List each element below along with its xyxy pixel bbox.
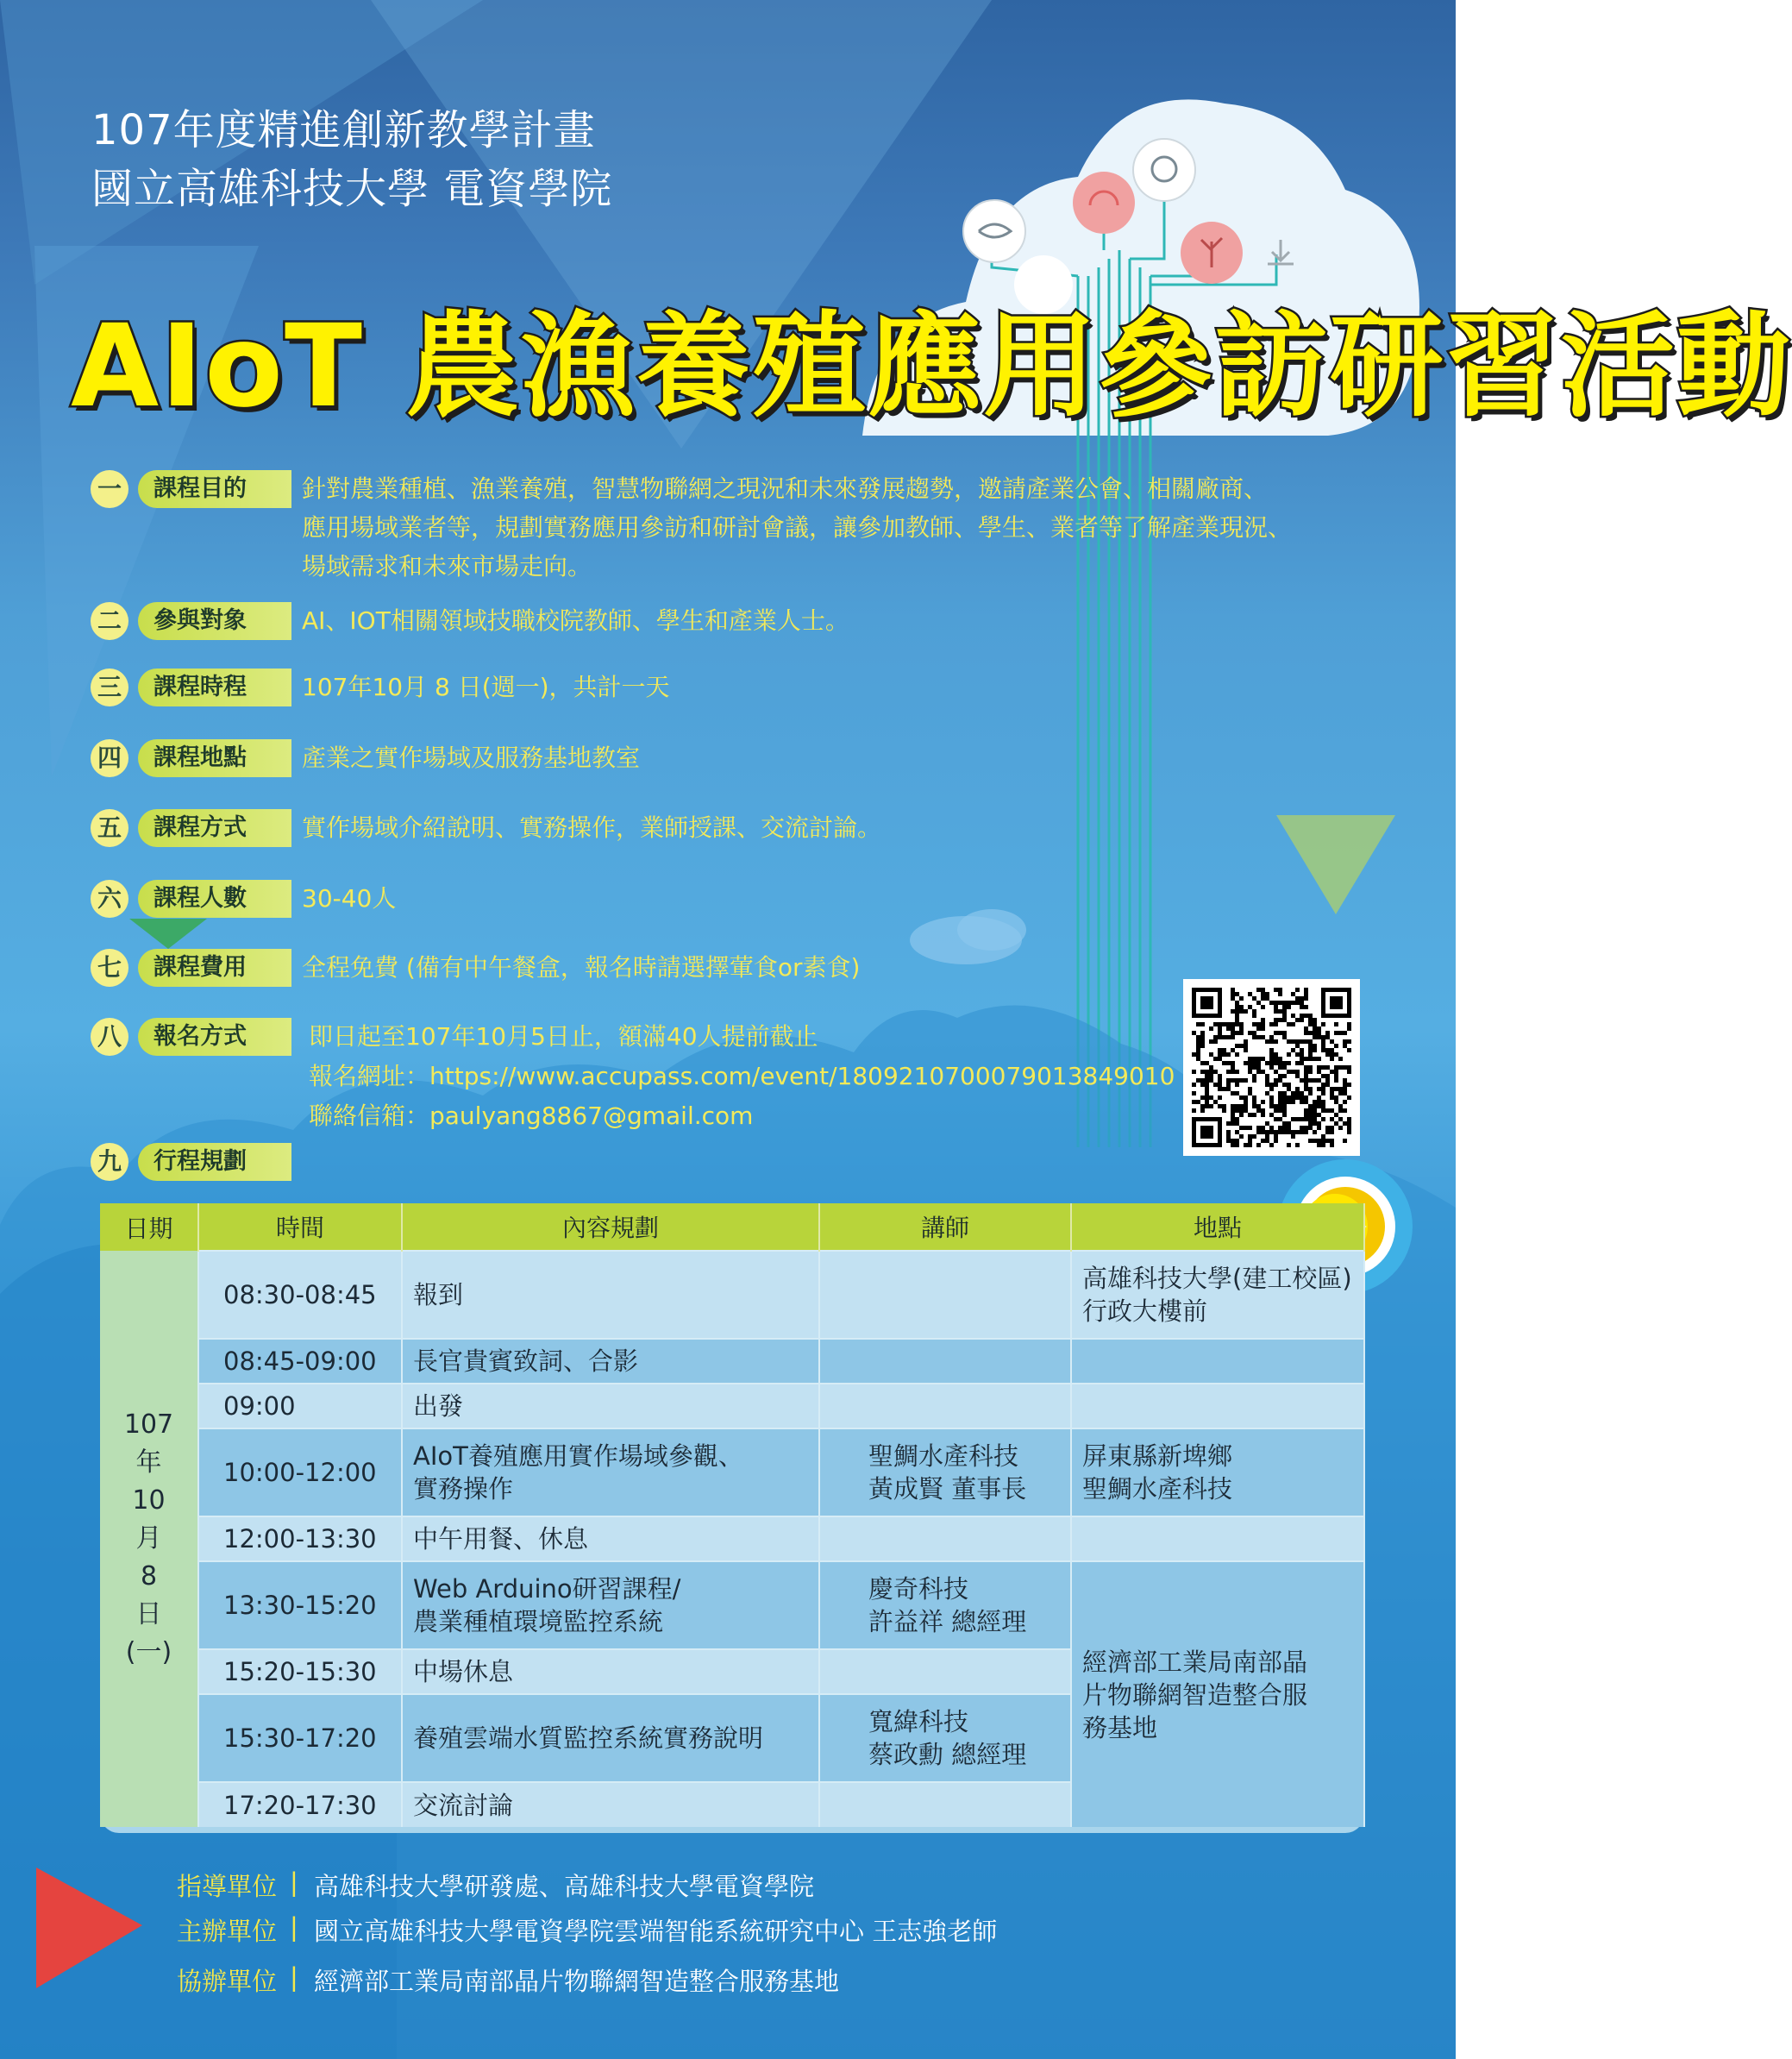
section-number: 七: [91, 949, 128, 987]
date-line: 月: [135, 1523, 162, 1554]
instructor-cell: [819, 1649, 1071, 1694]
instructor-cell: [819, 1561, 1071, 1649]
content-line: 長官貴賓致詞、合影: [413, 1347, 639, 1376]
instructor-line: 蔡政勳 總經理: [868, 1740, 1027, 1769]
date-line: (一): [125, 1637, 172, 1667]
column-header-instructor: 講師: [819, 1203, 1071, 1251]
content-cell: [402, 1251, 819, 1339]
section-number: 九: [91, 1143, 128, 1181]
content-cell: [402, 1782, 819, 1827]
instructor-line: 許益祥 總經理: [868, 1607, 1027, 1636]
content-line: 農業種植環境監控系統: [413, 1607, 664, 1636]
time-cell: 09:00: [198, 1384, 402, 1428]
location-line: 行政大樓前: [1082, 1296, 1208, 1326]
organizer-label: 指導單位: [177, 1872, 278, 1901]
time-cell: 08:45-09:00: [198, 1339, 402, 1384]
organizer-separator: |: [290, 1912, 298, 1942]
section-label: 課程費用: [138, 949, 291, 987]
section-text: 30-40人: [302, 884, 397, 913]
table-row: [100, 1516, 1364, 1561]
organizer-name: 國立高雄科技大學電資學院雲端智能系統研究中心 王志強老師: [314, 1917, 998, 1946]
content-line: 養殖雲端水質監控系統實務說明: [413, 1723, 764, 1753]
date-line: 107: [123, 1409, 174, 1440]
content-line: AIoT養殖應用實作場域參觀、: [413, 1441, 743, 1471]
time-cell: 13:30-15:20: [198, 1561, 402, 1649]
qr-code[interactable]: [1183, 979, 1360, 1156]
instructor-cell: [819, 1516, 1071, 1561]
section-number: 六: [91, 880, 128, 918]
time-cell: 15:20-15:30: [198, 1649, 402, 1694]
instructor-line: 黃成賢 董事長: [868, 1474, 1027, 1503]
location-cell: [1071, 1384, 1364, 1428]
content-line: 中場休息: [413, 1657, 514, 1686]
instructor-line: 寬緯科技: [868, 1707, 969, 1736]
time-cell: 17:20-17:30: [198, 1782, 402, 1827]
triangle-decoration: [1276, 815, 1395, 914]
page-title: AIoT 農漁養殖應用參訪研習活動: [71, 300, 1792, 433]
section-text: AI、IOT相關領域技職校院教師、學生和產業人士。: [302, 606, 849, 635]
location-cell: [1071, 1339, 1364, 1384]
content-cell: [402, 1694, 819, 1782]
section-text: 應用場域業者等，規劃實務應用參訪和研討會議，讓參加教師、學生、業者等了解產業現況、: [302, 513, 1293, 542]
location-line: 屏東縣新埤鄉: [1082, 1441, 1233, 1471]
column-header-time: 時間: [198, 1203, 402, 1251]
table-header: [100, 1203, 1364, 1251]
instructor-cell: [819, 1782, 1071, 1827]
instructor-cell: [819, 1694, 1071, 1782]
column-header-location: 地點: [1071, 1203, 1364, 1251]
date-line: 年: [135, 1447, 162, 1478]
section-number: 四: [91, 739, 128, 777]
section-number: 五: [91, 809, 128, 847]
organizer-name: 高雄科技大學研發處、高雄科技大學電資學院: [314, 1872, 815, 1901]
content-cell: [402, 1339, 819, 1384]
content-line: 實務操作: [413, 1474, 514, 1503]
content-cell: [402, 1561, 819, 1649]
date-line: 10: [132, 1485, 166, 1516]
date-line: 日: [135, 1599, 162, 1629]
section-label: 課程方式: [138, 809, 291, 847]
qr-code-icon: [1183, 979, 1360, 1156]
location-line: 務基地: [1082, 1712, 1158, 1742]
organizer-name: 經濟部工業局南部晶片物聯網智造整合服務基地: [314, 1967, 840, 1996]
content-line: 報到: [413, 1280, 464, 1309]
section-label: 參與對象: [138, 602, 291, 640]
section-label: 課程人數: [138, 880, 291, 918]
instructor-line: 慶奇科技: [868, 1574, 969, 1604]
registration-link[interactable]: 報名網址：https://www.accupass.com/event/1809210700079013849010: [309, 1062, 1175, 1090]
section-label: 課程目的: [138, 470, 291, 508]
content-cell: [402, 1428, 819, 1516]
table-row: [100, 1384, 1364, 1428]
time-cell: 08:30-08:45: [198, 1251, 402, 1339]
section-label: 課程時程: [138, 669, 291, 706]
section-text: 107年10月 8 日(週一)，共計一天: [302, 673, 670, 701]
location-line: 高雄科技大學(建工校區): [1082, 1264, 1352, 1293]
column-header-date: 日期: [100, 1203, 198, 1251]
location-cell: [1071, 1428, 1364, 1516]
table-row: [100, 1561, 1364, 1649]
location-line: 片物聯網智造整合服: [1082, 1679, 1308, 1710]
organizer-separator: |: [290, 1868, 298, 1897]
section-text: 即日起至107年10月5日止，額滿40人提前截止: [309, 1022, 818, 1051]
section-label: 行程規劃: [138, 1143, 291, 1181]
instructor-cell: [819, 1339, 1071, 1384]
section-number: 八: [91, 1018, 128, 1056]
instructor-line: 聖鯛水產科技: [868, 1441, 1019, 1471]
header-school: 國立高雄科技大學 電資學院: [91, 165, 613, 213]
time-cell: 15:30-17:20: [198, 1694, 402, 1782]
section-number: 三: [91, 669, 128, 706]
instructor-cell: [819, 1428, 1071, 1516]
date-line: 8: [140, 1561, 158, 1591]
table-row: [100, 1251, 1364, 1339]
section-text: 場域需求和未來市場走向。: [302, 552, 592, 581]
content-cell: [402, 1384, 819, 1428]
date-cell: [100, 1251, 198, 1827]
header-plan-title: 107年度精進創新教學計畫: [91, 106, 596, 154]
section-number: 一: [91, 470, 128, 508]
organizer-label: 主辦單位: [177, 1917, 278, 1946]
time-cell: 12:00-13:30: [198, 1516, 402, 1561]
content-cell: [402, 1649, 819, 1694]
location-line: 經濟部工業局南部晶: [1082, 1647, 1308, 1677]
location-line: 聖鯛水產科技: [1082, 1474, 1233, 1503]
section-number: 二: [91, 602, 128, 640]
section-text: 產業之實作場域及服務基地教室: [302, 744, 641, 772]
content-cell: [402, 1516, 819, 1561]
time-cell: 10:00-12:00: [198, 1428, 402, 1516]
content-line: 中午用餐、休息: [413, 1524, 589, 1554]
table-row: [100, 1428, 1364, 1516]
section-text: 實作場域介紹說明、實務操作，業師授課、交流討論。: [302, 813, 882, 842]
instructor-cell: [819, 1251, 1071, 1339]
contact-email[interactable]: 聯絡信箱：paulyang8867@gmail.com: [309, 1102, 754, 1130]
section-text: 針對農業種植、漁業養殖，智慧物聯網之現況和未來發展趨勢，邀請產業公會、相關廠商、: [302, 474, 1269, 503]
organizer-separator: |: [290, 1962, 298, 1992]
section-label: 課程地點: [138, 739, 291, 777]
location-cell: [1071, 1251, 1364, 1339]
table-row: [100, 1339, 1364, 1384]
content-line: Web Arduino研習課程/: [413, 1574, 681, 1604]
location-cell: [1071, 1516, 1364, 1561]
section-label: 報名方式: [138, 1018, 291, 1056]
schedule-table: [100, 1203, 1364, 1833]
instructor-cell: [819, 1384, 1071, 1428]
location-cell: [1071, 1561, 1364, 1827]
column-header-content: 內容規劃: [402, 1203, 819, 1251]
section-text: 全程免費 (備有中午餐盒，報名時請選擇葷食or素食): [302, 953, 861, 982]
content-line: 交流討論: [413, 1790, 514, 1820]
content-line: 出發: [413, 1391, 464, 1421]
organizer-label: 協辦單位: [177, 1967, 278, 1996]
